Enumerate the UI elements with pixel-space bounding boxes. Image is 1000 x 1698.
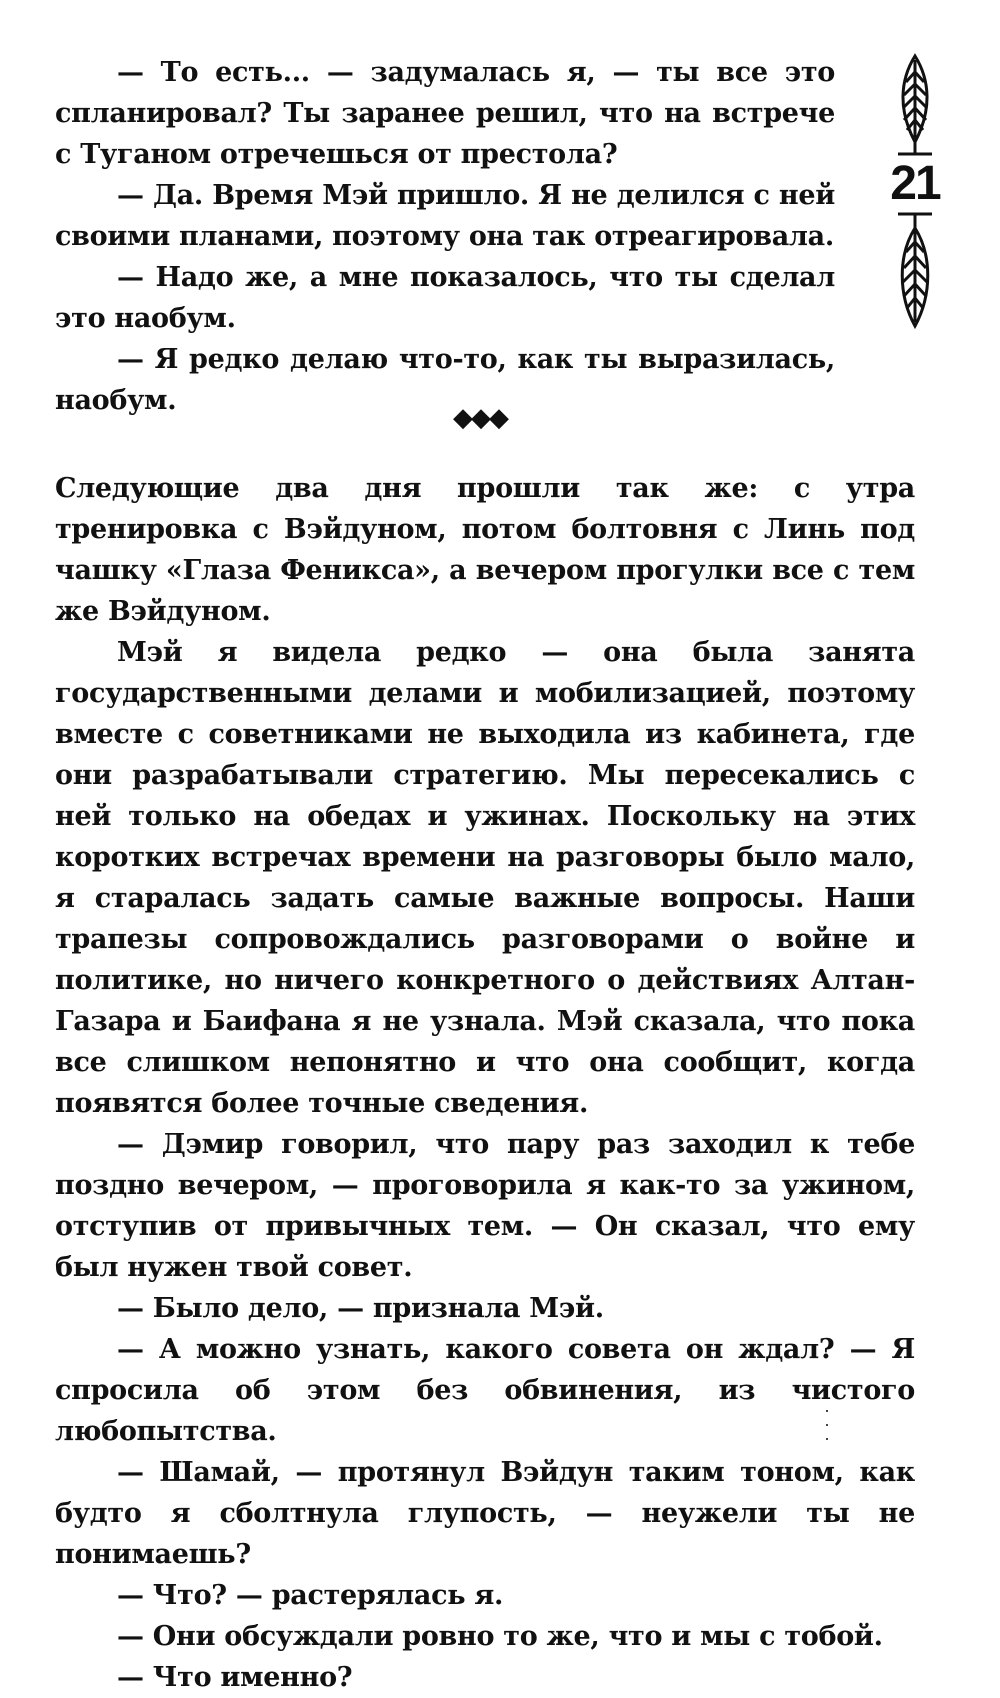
paragraph: — Шамай, — протянул Вэйдун таким тоном, как будто я сболтнула глупость, — неужели ты не понимаешь?: [55, 1457, 915, 1570]
scan-artifact: [826, 1410, 828, 1450]
paragraph: — Было дело, — признала Мэй.: [117, 1293, 604, 1324]
page-number-marker: [870, 50, 960, 340]
paragraph: — Я редко делаю что-то, как ты выразилась, наобум.: [55, 344, 835, 416]
paragraph: — Они обсуждали ровно то же, что и мы с тобой.: [117, 1621, 883, 1652]
paragraph: — А можно узнать, какого совета он ждал? — Я спросила об этом без обвинения, из чистого любопытства.: [55, 1334, 915, 1447]
paragraph: — Дэмир говорил, что пару раз заходил к тебе поздно вечером, — проговорила я как-то за ужином, отступив от привычных тем. — Он сказал, что ему был нужен твой совет.: [55, 1129, 915, 1283]
paragraph: — Надо же, а мне показалось, что ты сделал это наобум.: [55, 262, 835, 334]
paragraph: — Что именно?: [117, 1662, 353, 1693]
top-text-block: [55, 52, 835, 421]
paragraph: — Да. Время Мэй пришло. Я не делился с ней своими планами, поэтому она так отреагировала.: [55, 180, 835, 252]
paragraph: — Что? — растерялась я.: [117, 1580, 504, 1611]
section-separator: [0, 403, 1000, 433]
page-number: 21: [890, 157, 940, 210]
paragraph: — То есть... — задумалась я, — ты все это спланировал? Ты заранее решил, что на встрече с Туганом отречешься от престола?: [55, 57, 835, 170]
paragraph: Мэй я видела редко — она была занята государственными делами и мобилизацией, поэтому вместе с советниками не выходила из кабинета, где они разрабатывали стратегию. Мы пересекались с ней только на обедах и ужинах. Поскольку на этих коротких встречах времени на разговоры было мало, я старалась задать самые важные вопросы. Наши трапезы сопровождались разговорами о войне и политике, но ничего конкретного о действиях Алтан-Газара и Баифана я не узнала. Мэй сказала, что пока все слишком непонятно и что она сообщит, когда появятся более точные сведения.: [55, 637, 915, 1119]
separator-diamonds: ◆◆◆: [453, 403, 507, 433]
paragraph: Следующие два дня прошли так же: с утра тренировка с Вэйдуном, потом болтовня с Линь под чашку «Глаза Феникса», а вечером прогулки все с тем же Вэйдуном.: [55, 473, 915, 627]
main-text-block: [55, 468, 915, 1698]
